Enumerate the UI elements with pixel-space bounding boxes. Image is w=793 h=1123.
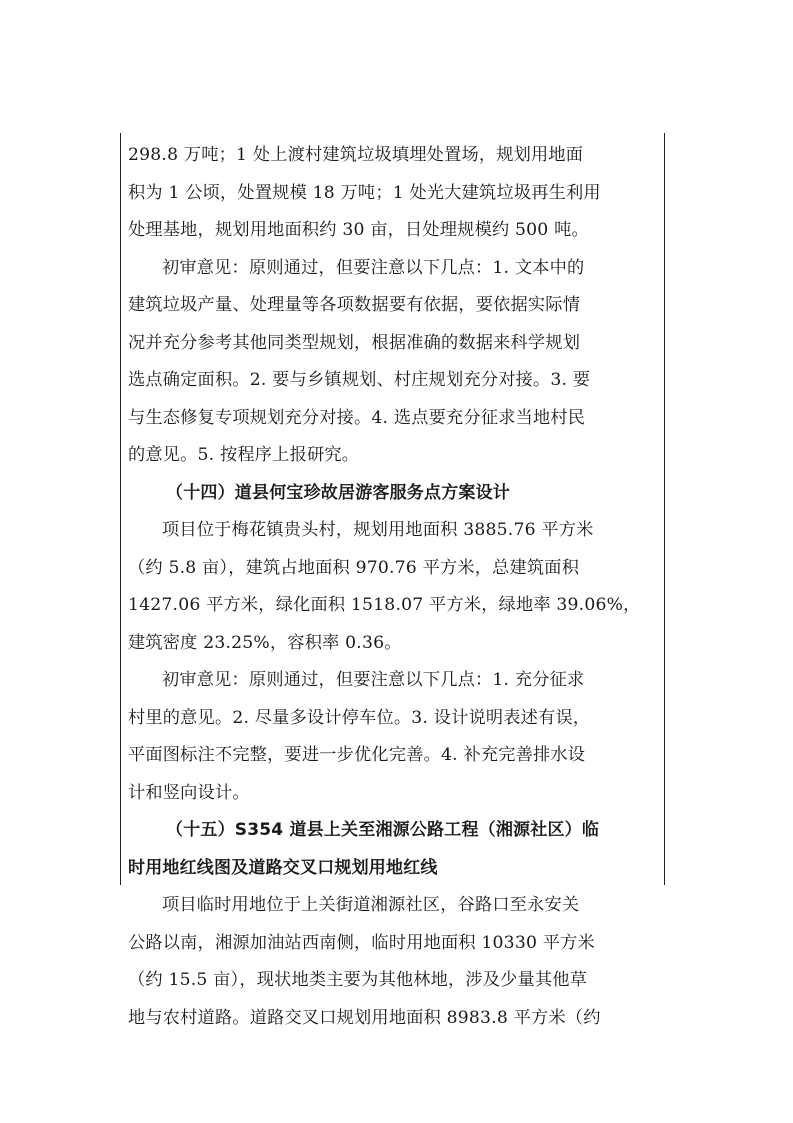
text-line: 建筑密度 23.25%，容积率 0.36。 bbox=[128, 632, 402, 653]
text-line: 建筑垃圾产量、处理量等各项数据要有依据，要依据实际情 bbox=[128, 295, 581, 315]
text-line: 积为 1 公顷，处置规模 18 万吨；1 处光大建筑垃圾再生利用 bbox=[128, 182, 601, 203]
text-line: 298.8 万吨；1 处上渡村建筑垃圾填埋处置场，规划用地面 bbox=[128, 145, 584, 165]
text-line: 计和竖向设计。 bbox=[128, 782, 250, 803]
text-line: 村里的意见。2. 尽量多设计停车位。3. 设计说明表述有误， bbox=[128, 707, 591, 728]
text-line: 与生态修复专项规划充分对接。4. 选点要充分征求当地村民 bbox=[128, 407, 586, 428]
document-body bbox=[128, 137, 658, 1037]
text-line: 项目临时用地位于上关街道湘源社区，谷路口至永安关 bbox=[162, 895, 580, 915]
section-heading-continued: 时用地红线图及道路交叉口规划用地红线 bbox=[128, 857, 438, 878]
text-line: 初审意见：原则通过，但要注意以下几点：1. 文本中的 bbox=[162, 257, 585, 278]
text-line: 选点确定面积。2. 要与乡镇规划、村庄规划充分对接。3. 要 bbox=[128, 370, 591, 390]
text-line: 初审意见：原则通过，但要注意以下几点：1. 充分征求 bbox=[162, 670, 585, 690]
section-heading: （十五）S354 道县上关至湘源公路工程（湘源社区）临 bbox=[166, 820, 600, 840]
text-line: （约 5.8 亩），建筑占地面积 970.76 平方米，总建筑面积 bbox=[128, 557, 580, 578]
text-line: （约 15.5 亩），现状地类主要为其他林地，涉及少量其他草 bbox=[128, 970, 588, 990]
text-line: 处理基地，规划用地面积约 30 亩，日处理规模约 500 吨。 bbox=[128, 220, 589, 240]
text-line: 1427.06 平方米，绿化面积 1518.07 平方米，绿地率 39.06%， bbox=[128, 595, 641, 615]
text-line: 况并充分参考其他同类型规划，根据准确的数据来科学规划 bbox=[128, 332, 581, 353]
text-line: 的意见。5. 按程序上报研究。 bbox=[128, 445, 360, 465]
section-heading: （十四）道县何宝珍故居游客服务点方案设计 bbox=[166, 482, 510, 503]
text-line: 公路以南，湘源加油站西南侧，临时用地面积 10330 平方米 bbox=[128, 932, 595, 953]
text-line: 地与农村道路。道路交叉口规划用地面积 8983.8 平方米（约 bbox=[128, 1007, 601, 1028]
text-line: 项目位于梅花镇贵头村，规划用地面积 3885.76 平方米 bbox=[162, 520, 594, 540]
text-line: 平面图标注不完整，要进一步优化完善。4. 补充完善排水设 bbox=[128, 745, 586, 765]
